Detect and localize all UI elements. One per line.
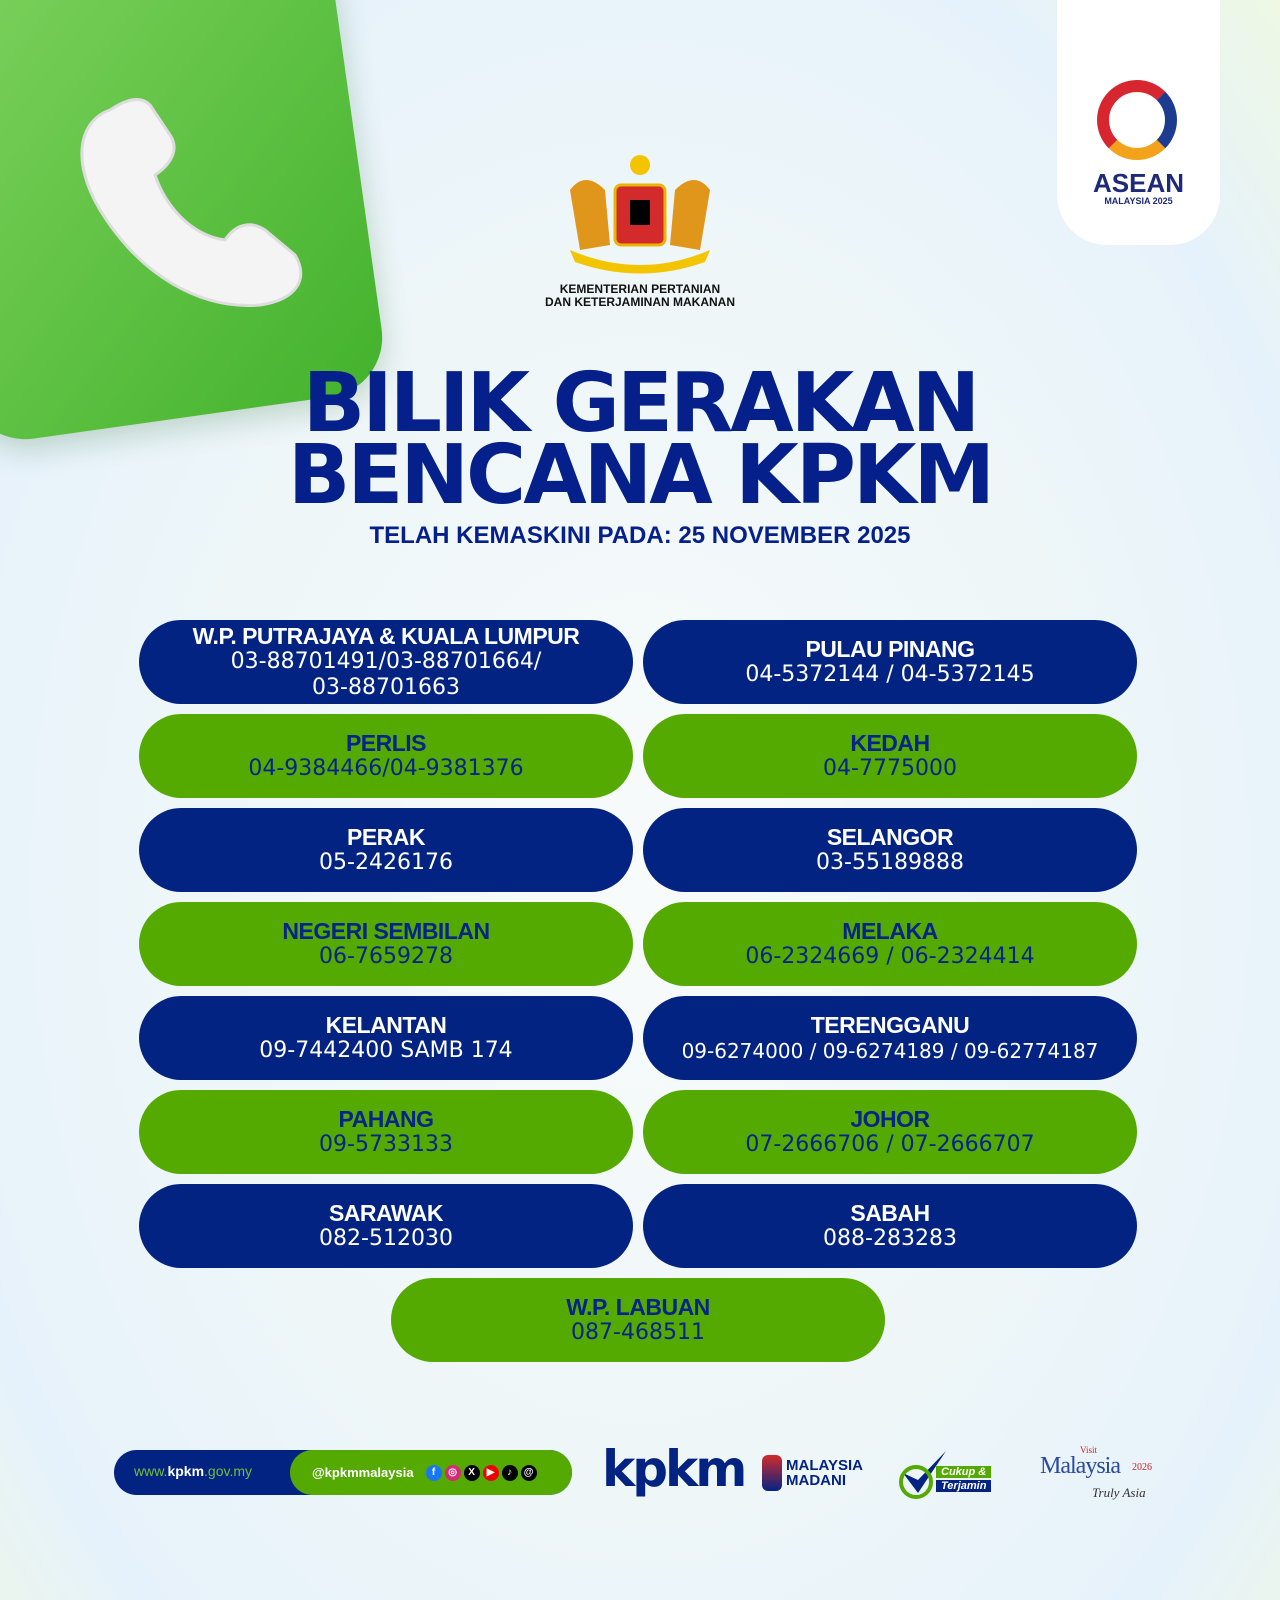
- asean-logo: ASEAN MALAYSIA 2025: [1057, 0, 1220, 245]
- contact-card: [139, 714, 633, 798]
- region-name: SARAWAK: [328, 1200, 444, 1226]
- region-name: MELAKA: [842, 918, 938, 944]
- website-link[interactable]: www.kpkm.gov.my: [134, 1463, 253, 1479]
- phone-number[interactable]: 09-5733133: [319, 1132, 453, 1157]
- contact-card: [139, 1184, 633, 1268]
- phone-number[interactable]: 03-88701491/03-88701664/ 03-88701663: [230, 649, 542, 700]
- phone-number[interactable]: 082-512030: [319, 1226, 453, 1251]
- region-name: W.P. PUTRAJAYA & KUALA LUMPUR: [192, 623, 580, 649]
- region-name: JOHOR: [850, 1106, 930, 1132]
- cukup-terjamin-logo: Cukup & Terjamin: [898, 1448, 1003, 1500]
- phone-number[interactable]: 088-283283: [823, 1226, 957, 1251]
- contact-card: [643, 620, 1137, 704]
- region-name: W.P. LABUAN: [566, 1294, 710, 1320]
- page-title: BILIK GERAKAN BENCANA KPKM: [287, 356, 993, 523]
- region-name: TERENGGANU: [810, 1012, 970, 1038]
- contact-card: [139, 996, 633, 1080]
- phone-number[interactable]: 06-2324669 / 06-2324414: [745, 944, 1035, 969]
- threads-icon[interactable]: @: [521, 1465, 537, 1481]
- facebook-icon[interactable]: f: [426, 1465, 442, 1481]
- malaysia-madani-logo: MALAYSIA MADANI: [762, 1455, 863, 1491]
- region-name: NEGERI SEMBILAN: [282, 918, 490, 944]
- coat-of-arms-emblem: [560, 150, 720, 280]
- phone-number[interactable]: 03-55189888: [816, 850, 964, 875]
- ministry-name: KEMENTERIAN PERTANIAN DAN KETERJAMINAN MAKANAN: [545, 282, 735, 309]
- contact-card: [643, 902, 1137, 986]
- contact-card: [643, 714, 1137, 798]
- updated-date: TELAH KEMASKINI PADA: 25 NOVEMBER 2025: [369, 522, 911, 549]
- tiktok-icon[interactable]: ♪: [502, 1465, 518, 1481]
- kpkm-logo: kpkm: [602, 1440, 745, 1498]
- phone-number[interactable]: 05-2426176: [319, 850, 453, 875]
- contact-card: [643, 996, 1137, 1080]
- social-bar: [290, 1450, 572, 1495]
- region-name: PULAU PINANG: [805, 636, 975, 662]
- phone-number[interactable]: 06-7659278: [319, 944, 453, 969]
- contact-card: [643, 808, 1137, 892]
- phone-number[interactable]: 04-5372144 / 04-5372145: [745, 662, 1035, 687]
- region-name: PERAK: [346, 824, 425, 850]
- contact-card: [643, 1090, 1137, 1174]
- footer-links: [114, 1450, 572, 1495]
- x-icon[interactable]: X: [464, 1465, 480, 1481]
- visit-malaysia-2026-logo: Visit Malaysia 2026 Truly Asia: [1040, 1445, 1152, 1500]
- phone-number[interactable]: 07-2666706 / 07-2666707: [745, 1132, 1035, 1157]
- contact-card: [643, 1184, 1137, 1268]
- instagram-icon[interactable]: ◎: [445, 1465, 461, 1481]
- contact-card: [139, 620, 633, 704]
- contact-card: [139, 902, 633, 986]
- phone-number[interactable]: 087-468511: [571, 1320, 705, 1345]
- youtube-icon[interactable]: ▶: [483, 1465, 499, 1481]
- phone-number[interactable]: 04-9384466/04-9381376: [248, 756, 524, 781]
- region-name: PAHANG: [338, 1106, 434, 1132]
- region-name: KELANTAN: [325, 1012, 447, 1038]
- phone-number[interactable]: 04-7775000: [823, 756, 957, 781]
- region-name: PERLIS: [345, 730, 427, 756]
- contact-card: [139, 1090, 633, 1174]
- region-name: KEDAH: [850, 730, 930, 756]
- phone-number[interactable]: 09-6274000 / 09-6274189 / 09-62774187: [681, 1039, 1099, 1063]
- region-name: SABAH: [850, 1200, 930, 1226]
- contact-card: [391, 1278, 885, 1362]
- phone-number[interactable]: 09-7442400 SAMB 174: [259, 1038, 513, 1063]
- contact-card: [139, 808, 633, 892]
- region-name: SELANGOR: [826, 824, 954, 850]
- social-handle[interactable]: @kpkmmalaysia: [312, 1465, 414, 1480]
